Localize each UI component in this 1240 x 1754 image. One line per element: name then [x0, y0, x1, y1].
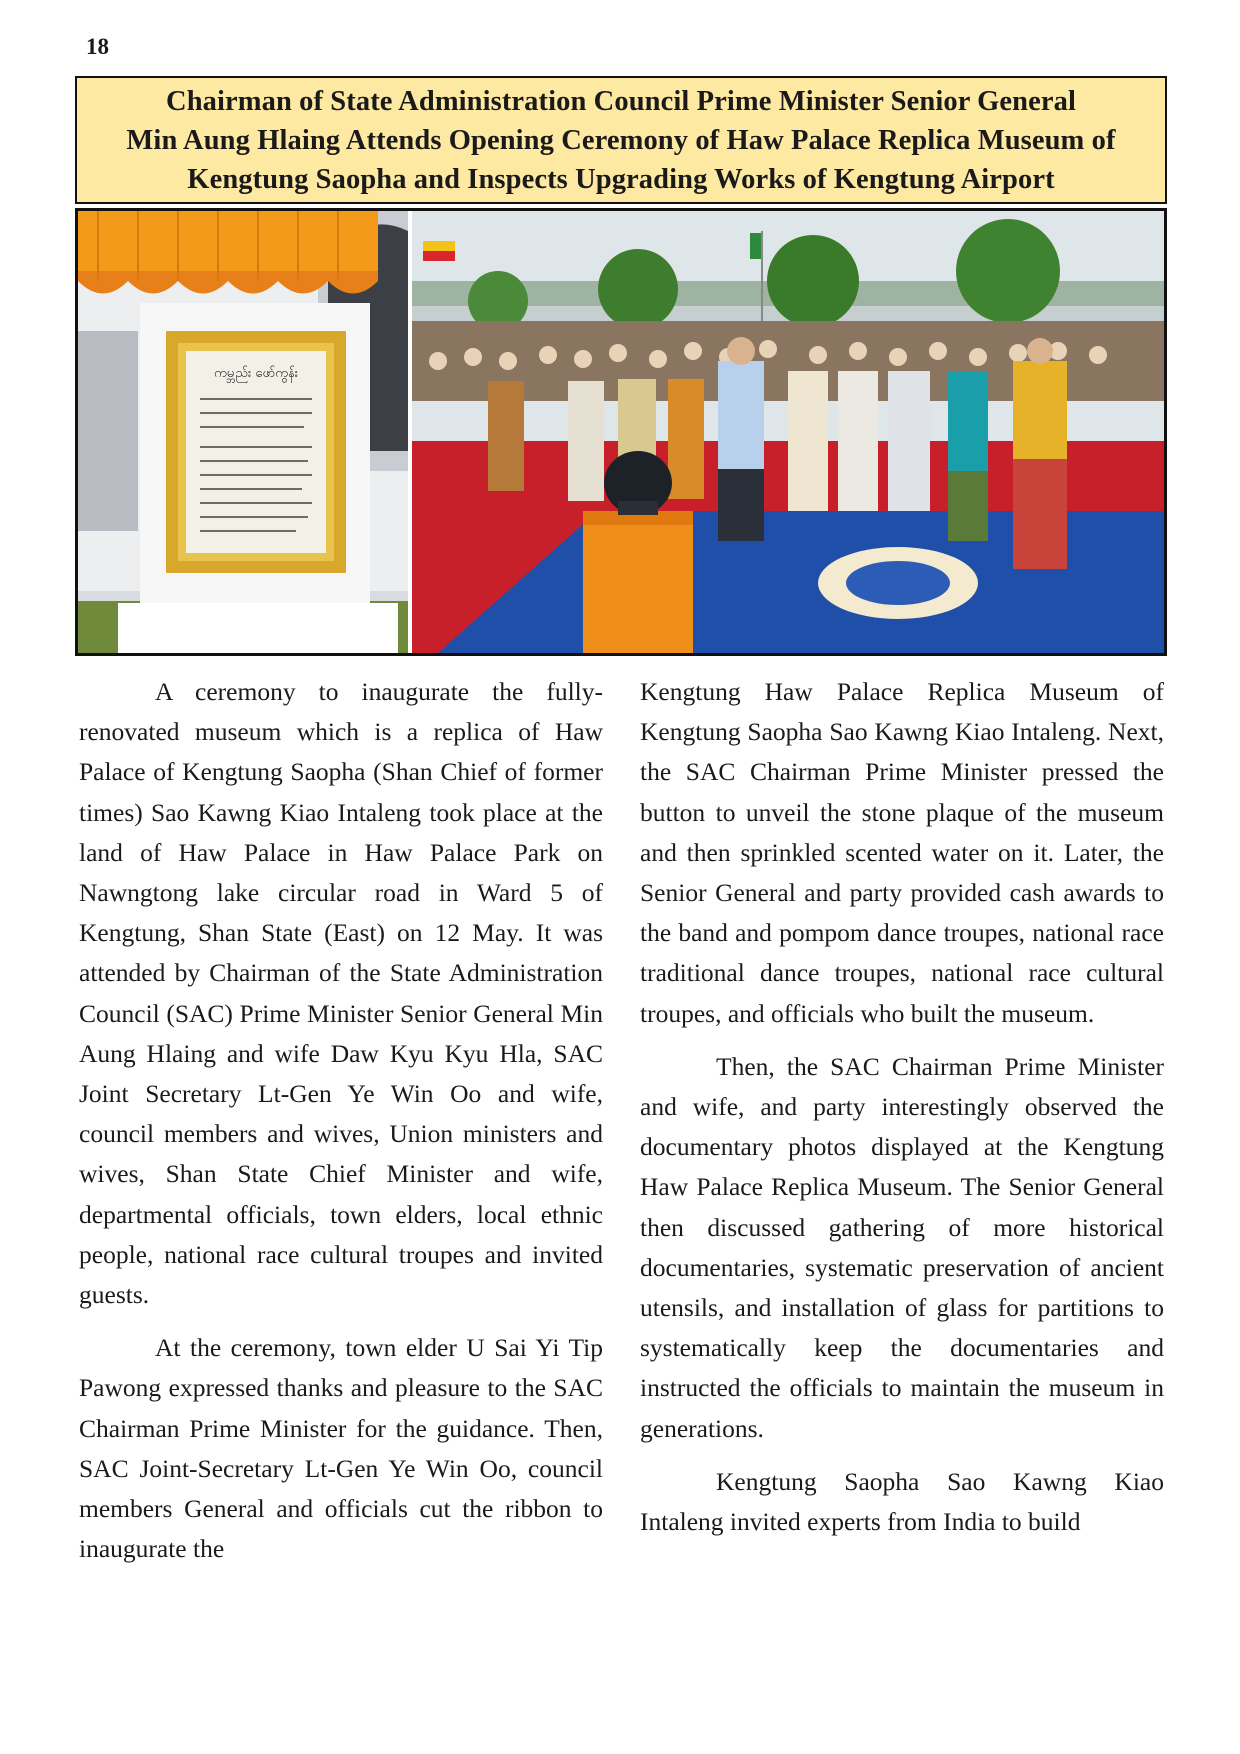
headline-line-1: Chairman of State Administration Council Prime Minister Senior General [166, 85, 1076, 117]
article-paragraph: Then, the SAC Chairman Prime Minister and wife, and party interestingly observed the documentary photos displayed at the Kengtung Haw Palace Replica Museum. The Senior General then discussed gathering of more historical documentaries, systematic preservation of ancient utensils, and installation of glass for partitions to systematically keep the documentaries and instructed the officials to maintain the museum in generations. [640, 1051, 1164, 1443]
page-number: 18 [86, 34, 109, 59]
plaque-photo [78, 211, 408, 653]
headline-line-3: Kengtung Saopha and Inspects Upgrading Works of Kengtung Airport [187, 163, 1055, 195]
article-paragraph: Kengtung Haw Palace Replica Museum of Kengtung Saopha Sao Kawng Kiao Intaleng. Next, the SAC Chairman Prime Minister pressed the button to unveil the stone plaque of the museum and then sprinkled scented water on it. Later, the Senior General and party provided cash awards to the band and pompom dance troupes, national race traditional dance troupes, national race cultural troupes, and officials who built the museum. [640, 677, 1164, 1028]
plaque-heading: ကမ္ဘည်း ဖော်ကွန်း [213, 366, 299, 381]
article-paragraph: At the ceremony, town elder U Sai Yi Tip Pawong expressed thanks and pleasure to the SAC Chairman Prime Minister for the guidance. Then, SAC Joint-Secretary Lt-Gen Ye Win Oo, council members General and officials cut the ribbon to inaugurate the [79, 1333, 603, 1564]
article-paragraph: Kengtung Saopha Sao Kawng Kiao Intaleng invited experts from India to build [640, 1466, 1164, 1537]
article-column-left [79, 672, 603, 1582]
photo-composite [78, 211, 1164, 653]
photo-strip [75, 208, 1167, 656]
article-column-right [640, 672, 1164, 1555]
ceremony-photo [412, 211, 1164, 653]
article-paragraph: A ceremony to inaugurate the fully-renovated museum which is a replica of Haw Palace of Kengtung Saopha (Shan Chief of former times) Sao Kawng Kiao Intaleng took place at the land of Haw Palace in Haw Palace Park on Nawngtong lake circular road in Ward 5 of Kengtung, Shan State (East) on 12 May. It was attended by Chairman of the State Administration Council (SAC) Prime Minister Senior General Min Aung Hlaing and wife Daw Kyu Kyu Hla, SAC Joint Secretary Lt-Gen Ye Win Oo and wife, council members and wives, Union ministers and wives, Shan State Chief Minister and wife, departmental officials, town elders, local ethnic people, national race cultural troupes and invited guests. [79, 677, 603, 1310]
headline-line-2: Min Aung Hlaing Attends Opening Ceremony of Haw Palace Replica Museum of [126, 124, 1116, 156]
headline-box [75, 76, 1167, 204]
